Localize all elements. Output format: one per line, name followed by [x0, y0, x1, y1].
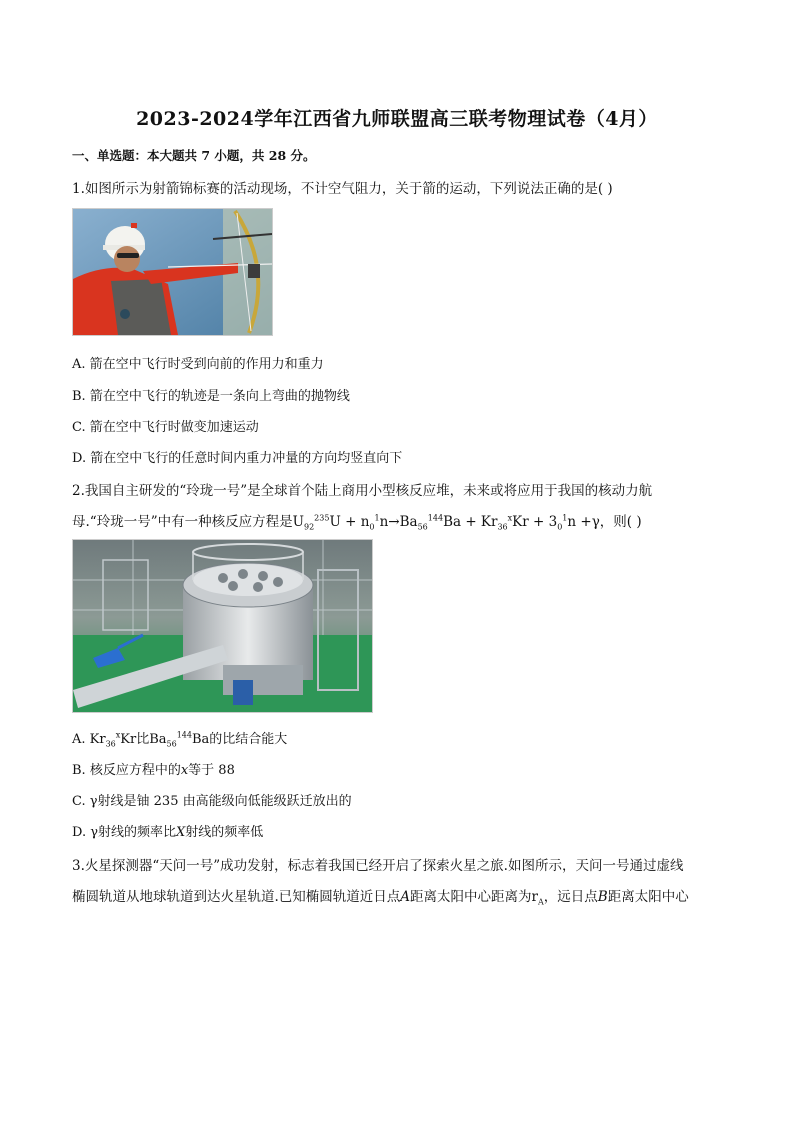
q3-point-a: A	[400, 889, 411, 905]
q2-a-post: Ba的比结合能大	[192, 732, 288, 747]
kr-atomic-number: 36	[497, 522, 508, 532]
u-atomic-number: 92	[303, 522, 315, 532]
q1-option-b: B. 箭在空中飞行的轨迹是一条向上弯曲的抛物线	[72, 389, 350, 404]
q3-text-3: ，远日点	[543, 889, 598, 905]
q2-a-ba-sub: 56	[166, 739, 177, 749]
q3-text-4: 距离太阳中心	[607, 889, 689, 905]
n-sup: 1	[374, 513, 380, 523]
kr-mass-number: x	[507, 513, 513, 523]
q2-a-mid: Kr比Ba	[120, 732, 167, 747]
q2-arrow-ba: n→Ba	[379, 514, 418, 530]
u-mass-number: 235	[314, 513, 330, 523]
q3-text-2: 距离太阳中心距离为r	[410, 889, 538, 905]
q1-option-a: A. 箭在空中飞行时受到向前的作用力和重力	[72, 357, 324, 372]
ba-atomic-number: 56	[417, 522, 428, 532]
q2-d-prefix: D. γ射线的频率比	[72, 825, 176, 840]
q3-ra-sub: A	[538, 897, 544, 907]
q2-a-prefix: A. Kr	[72, 732, 106, 747]
q1-option-c: C. 箭在空中飞行时做变加速运动	[72, 420, 259, 435]
q2-stem-line2	[72, 510, 642, 532]
q1-option-d: D. 箭在空中飞行的任意时间内重力冲量的方向均竖直向下	[72, 451, 403, 466]
q2-option-a	[72, 728, 287, 749]
ba-mass-number: 144	[427, 513, 444, 523]
q2-d-post: 射线的频率低	[185, 825, 264, 840]
q3-stem-line2	[72, 885, 689, 907]
q2-stem-line1: 2.我国自主研发的“玲珑一号”是全球首个陆上商用小型核反应堆，未来或将应用于我国的核动力航	[72, 483, 653, 499]
reactor-illustration	[73, 540, 372, 712]
q1-stem: 1.如图所示为射箭锦标赛的活动现场，不计空气阻力，关于箭的运动，下列说法正确的是( )	[72, 181, 613, 197]
q2-a-kr-sub: 36	[105, 739, 116, 749]
q3-point-b: B	[597, 889, 608, 905]
q2-plus-n: U + n	[329, 514, 370, 530]
q2-stem-tail: n +γ，则( )	[567, 514, 642, 530]
q2-kr-tail: Kr + 3	[512, 514, 558, 530]
q2-b-prefix: B. 核反应方程中的	[72, 763, 181, 778]
q2-d-variable: X	[176, 825, 186, 840]
section-heading: 一、单选题：本大题共 7 小题，共 28 分。	[72, 148, 316, 163]
q2-option-c: C. γ射线是铀 235 由高能级向低能级跃迁放出的	[72, 794, 352, 809]
q2-stem-text: 母.“玲珑一号”中有一种核反应方程是U	[72, 514, 304, 530]
q2-b-post: 等于 88	[188, 763, 235, 778]
q2-ba-kr: Ba + Kr	[443, 514, 498, 530]
q2-a-ba-sup: 144	[176, 730, 192, 740]
n3-sub: 0	[557, 522, 563, 532]
q2-option-d	[72, 821, 263, 840]
n-sub: 0	[369, 522, 375, 532]
q2-option-b	[72, 759, 235, 778]
archery-photo	[72, 208, 273, 336]
n3-sup: 1	[562, 513, 568, 523]
q3-text-1: 椭圆轨道从地球轨道到达火星轨道.已知椭圆轨道近日点	[72, 889, 401, 905]
archery-illustration	[73, 209, 272, 335]
exam-title: 2023-2024学年江西省九师联盟高三联考物理试卷（4月）	[136, 108, 658, 130]
q2-a-kr-sup: x	[115, 730, 121, 740]
q3-stem-line1: 3.火星探测器“天问一号”成功发射，标志着我国已经开启了探索火星之旅.如图所示，天问一号通过虚线	[72, 858, 684, 874]
q2-b-variable: x	[180, 763, 189, 778]
reactor-photo	[72, 539, 373, 713]
